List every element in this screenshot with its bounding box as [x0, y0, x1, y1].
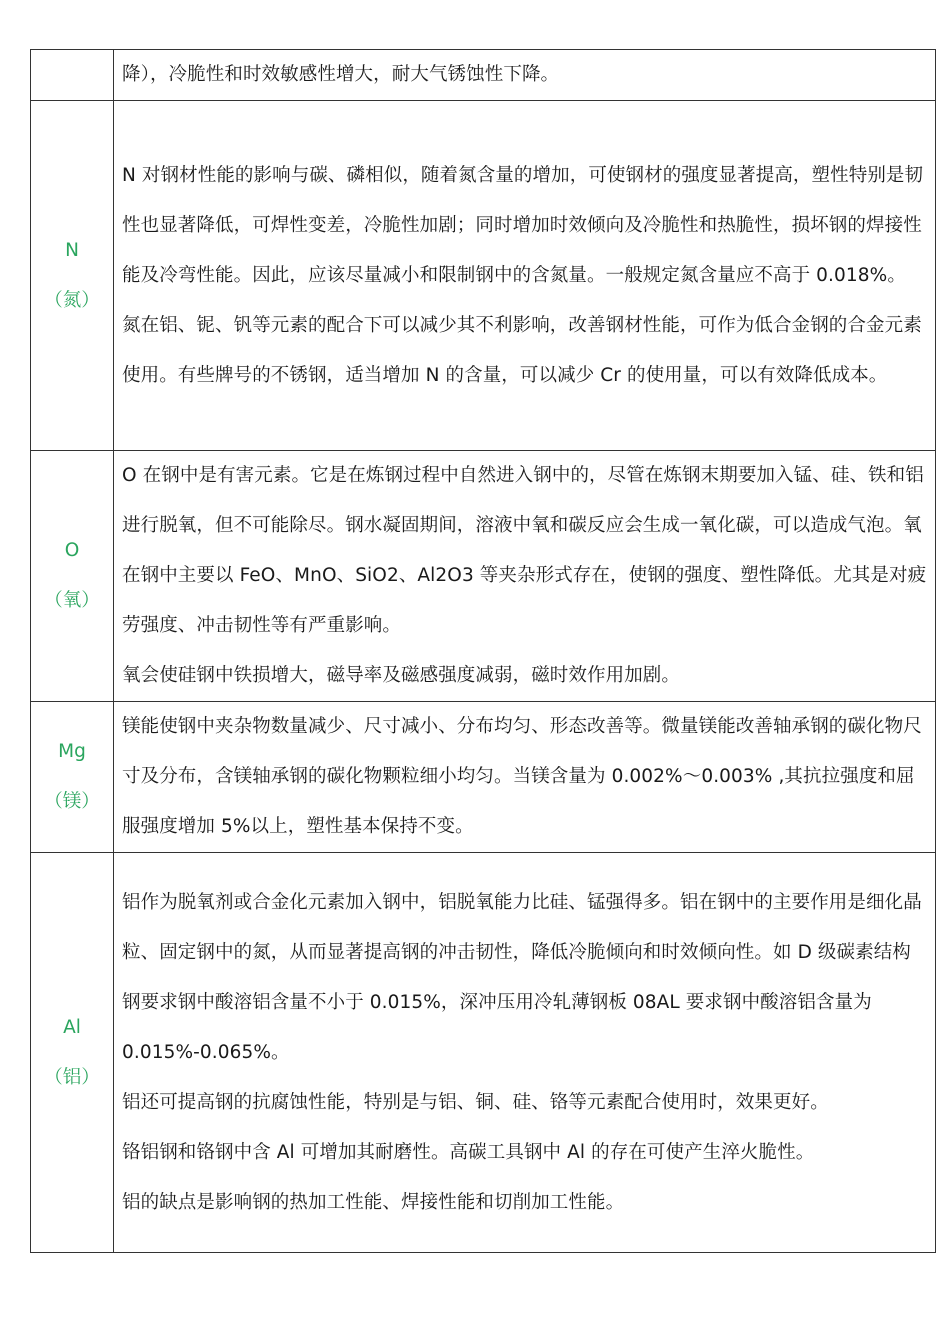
paragraph: 铝还可提高钢的抗腐蚀性能，特别是与铝、铜、硅、铬等元素配合使用时，效果更好。: [122, 1091, 829, 1113]
description-cell: [114, 451, 936, 702]
paragraph: 镁能使钢中夹杂物数量减少、尺寸减小、分布均匀、形态改善等。微量镁能改善轴承钢的碳化物尺寸及分布，含镁轴承钢的碳化物颗粒细小均匀。当镁含量为 0.002%～0.003% ,其抗拉强度和屈服强度增加 5%以上，塑性基本保持不变。: [122, 716, 922, 837]
element-cell: [31, 101, 114, 451]
paragraph: 铝的缺点是影响钢的热加工性能、焊接性能和切削加工性能。: [122, 1191, 625, 1213]
element-symbol: N: [65, 239, 79, 261]
paragraph: 氮在铝、铌、钒等元素的配合下可以减少其不利影响，改善钢材性能，可作为低合金钢的合金元素使用。有些牌号的不锈钢，适当增加 N 的含量，可以减少 Cr 的使用量，可以有效降低成本。: [122, 314, 922, 386]
table-row: [31, 702, 936, 853]
description-cell: [114, 50, 936, 101]
element-cell: [31, 853, 114, 1253]
element-cell: [31, 451, 114, 702]
description-cell: [114, 853, 936, 1253]
element-properties-table: [30, 49, 936, 1253]
element-cell: [31, 50, 114, 101]
description-cell: [114, 702, 936, 853]
element-symbol: Mg: [58, 741, 86, 762]
description-cell: [114, 101, 936, 451]
table-row: [31, 451, 936, 702]
element-name: （铝）: [44, 1066, 100, 1088]
element-cell: [31, 702, 114, 853]
paragraph: 铬铝钢和铬钢中含 Al 可增加其耐磨性。高碳工具钢中 Al 的存在可使产生淬火脆性。: [122, 1141, 815, 1163]
element-name: （氧）: [44, 590, 100, 611]
paragraph: 铝作为脱氧剂或合金化元素加入钢中，铝脱氧能力比硅、锰强得多。铝在钢中的主要作用是细化晶粒、固定钢中的氮，从而显著提高钢的冲击韧性，降低冷脆倾向和时效倾向性。如 D 级碳素结构钢要求钢中酸溶铝含量不小于 0.015%，深冲压用冷轧薄钢板 08AL 要求钢中酸溶铝含量为 0.015%-0.065%。: [122, 891, 922, 1063]
table-row: [31, 50, 936, 101]
paragraph: 降），冷脆性和时效敏感性增大，耐大气锈蚀性下降。: [122, 64, 560, 85]
table-row: [31, 101, 936, 451]
element-name: （氮）: [44, 289, 100, 311]
table-row: [31, 853, 936, 1253]
element-symbol: Al: [63, 1016, 81, 1038]
paragraph: 氧会使硅钢中铁损增大，磁导率及磁感强度减弱，磁时效作用加剧。: [122, 665, 681, 686]
element-name: （镁）: [44, 791, 100, 812]
paragraph: O 在钢中是有害元素。它是在炼钢过程中自然进入钢中的，尽管在炼钢末期要加入锰、硅、铁和铝进行脱氧，但不可能除尽。钢水凝固期间，溶液中氧和碳反应会生成一氧化碳，可以造成气泡。氧在钢中主要以 FeO、MnO、SiO2、Al2O3 等夹杂形式存在，使钢的强度、塑性降低。尤其是对疲劳强度、冲击韧性等有严重影响。: [122, 465, 927, 636]
element-symbol: O: [64, 540, 80, 561]
paragraph: N 对钢材性能的影响与碳、磷相似，随着氮含量的增加，可使钢材的强度显著提高，塑性特别是韧性也显著降低，可焊性变差，冷脆性加剧；同时增加时效倾向及冷脆性和热脆性，损坏钢的焊接性能及冷弯性能。因此，应该尽量减小和限制钢中的含氮量。一般规定氮含量应不高于 0.018%。: [122, 164, 924, 286]
